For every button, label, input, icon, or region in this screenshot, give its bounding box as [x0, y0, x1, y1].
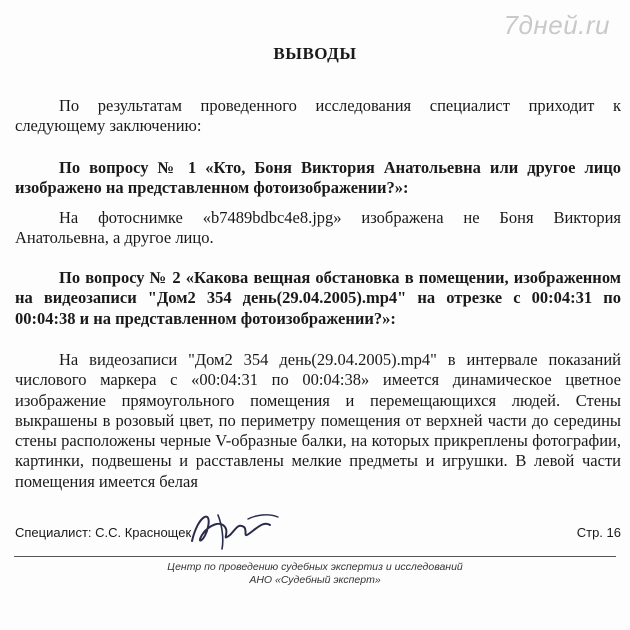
answer-1: На фотоснимке «b7489bdbc4e8.jpg» изображена не Боня Виктория Анатольевна, а другое лицо.: [15, 208, 621, 248]
specialist-name: Специалист: С.С. Краснощек: [15, 525, 192, 540]
page-number: Стр. 16: [576, 525, 621, 540]
stamp-line-1: Центр по проведению судебных экспертиз и исследований: [167, 561, 463, 573]
question-1: По вопросу № 1 «Кто, Боня Виктория Анатольевна или другое лицо изображено на представленном фотоизображении?»:: [15, 158, 621, 198]
intro-paragraph: По результатам проведенного исследования специалист приходит к следующему заключению:: [15, 96, 621, 136]
footer-divider: [14, 556, 616, 557]
signature-icon: [178, 505, 288, 553]
stamp-line-2: АНО «Судебный эксперт»: [249, 574, 381, 586]
page-title: ВЫВОДЫ: [273, 44, 357, 63]
answer-2: На видеозаписи "Дом2 354 день(29.04.2005).mp4" в интервале показаний числового маркера с «00:04:31 по 00:04:38» имеется динамическое цветное изображение прямоугольного помещения и перемещающихся людей. Стены выкрашены в розовый цвет, по периметру помещения от верхней части до середины стены расположены черные V-образные балки, на которых прикреплены фотографии, картинки, подвешены и расставлены мелкие предметы и игрушки. В левой части помещения имеется белая: [15, 350, 621, 491]
organization-stamp: [0, 561, 630, 587]
watermark: 7дней.ru: [503, 10, 610, 40]
question-2: По вопросу № 2 «Какова вещная обстановка в помещении, изображенном на видеозаписи "Дом2 354 день(29.04.2005).mp4" на отрезке с 00:04:31 по 00:04:38 и на представленном фотоизображении?»:: [15, 268, 621, 328]
